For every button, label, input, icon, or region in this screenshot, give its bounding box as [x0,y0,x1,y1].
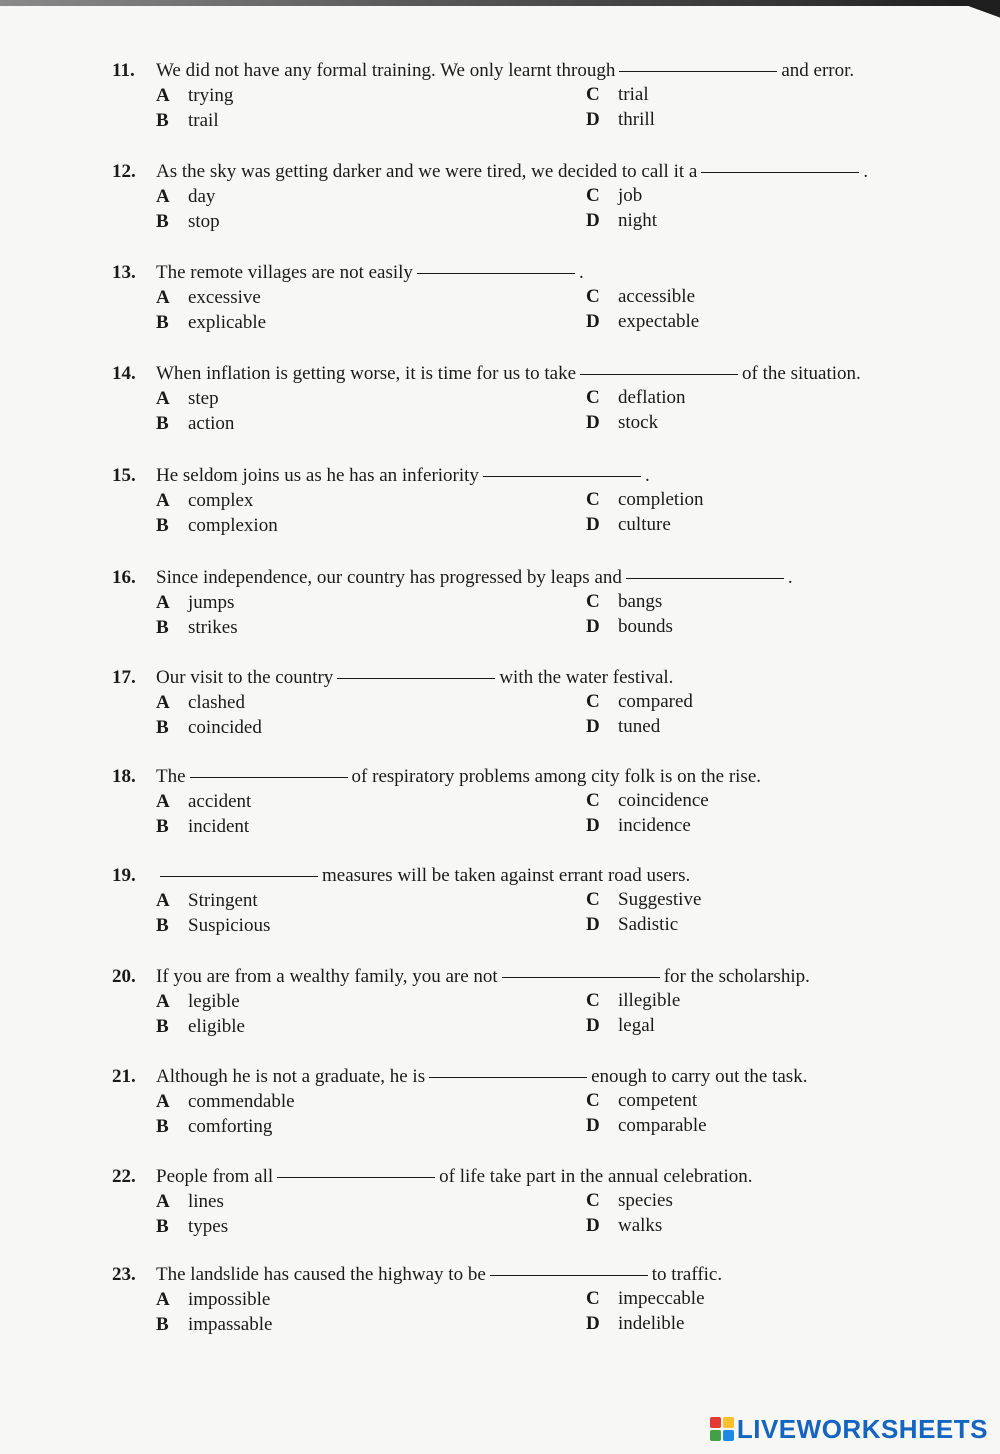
option-text: coincidence [618,790,709,811]
option-text: strikes [188,617,238,638]
option-c[interactable] [586,488,703,512]
option-text: compared [618,691,693,712]
answer-blank[interactable] [580,373,738,375]
option-letter: C [586,1288,600,1309]
question-stem [156,59,854,83]
stem-before: The [156,766,186,787]
option-d[interactable] [586,814,691,838]
option-letter: D [586,716,600,737]
option-text: tuned [618,716,661,737]
option-letter: A [156,287,170,308]
question-21 [112,1065,942,1155]
option-text: expectable [618,311,700,332]
option-letter: D [586,210,600,231]
option-a[interactable] [156,1190,224,1214]
stem-after: with the water festival. [499,667,674,688]
stem-after: . [863,161,869,182]
option-b[interactable] [156,815,249,839]
option-c[interactable] [586,888,701,912]
option-a[interactable] [156,286,261,310]
option-letter: D [586,311,600,332]
option-text: complex [188,490,254,511]
option-text: trail [188,110,219,131]
answer-blank[interactable] [277,1176,435,1178]
logo-square-red [710,1417,721,1428]
option-b[interactable] [156,210,220,234]
option-text: impeccable [618,1288,705,1309]
option-a[interactable] [156,185,215,209]
option-letter: D [586,412,600,433]
answer-blank[interactable] [619,70,777,72]
option-text: action [188,413,235,434]
stem-before: If you are from a wealthy family, you are not [156,966,498,987]
question-19 [112,864,942,954]
question-17 [112,666,942,756]
stem-after: . [787,567,793,588]
option-b[interactable] [156,311,266,335]
liveworksheets-logo-icon [710,1417,734,1441]
stem-after: . [644,465,650,486]
option-text: Suggestive [618,889,702,910]
logo-square-green [710,1430,721,1441]
option-d[interactable] [586,513,671,537]
option-text: day [188,186,216,207]
answer-blank[interactable] [701,171,859,173]
question-number: 14. [112,363,136,384]
answer-blank[interactable] [626,577,784,579]
question-13 [112,261,942,351]
question-number: 18. [112,766,136,787]
question-stem [156,666,673,690]
option-text: types [188,1216,229,1237]
option-text: indelible [618,1313,685,1334]
option-c[interactable] [586,1287,705,1311]
question-stem [156,362,861,386]
option-letter: C [586,84,600,105]
option-text: jumps [188,592,235,613]
option-b[interactable] [156,1313,272,1337]
option-letter: A [156,592,170,613]
option-letter: D [586,1115,600,1136]
option-letter: D [586,1313,600,1334]
question-23 [112,1263,942,1353]
stem-after: enough to carry out the task. [591,1066,808,1087]
stem-before: He seldom joins us as he has an inferiority [156,465,479,486]
question-11 [112,59,942,149]
option-text: trying [188,85,234,106]
answer-blank[interactable] [502,976,660,978]
option-letter: C [586,489,600,510]
option-text: explicable [188,312,267,333]
stem-after: and error. [781,60,855,81]
option-d[interactable] [586,209,657,233]
option-letter: B [156,1216,169,1237]
option-d[interactable] [586,1114,707,1138]
logo-square-blue [723,1430,734,1441]
option-d[interactable] [586,1014,655,1038]
option-c[interactable] [586,386,686,410]
option-letter: D [586,616,600,637]
option-letter: C [586,990,600,1011]
option-text: species [618,1190,673,1211]
option-text: excessive [188,287,261,308]
question-stem [156,864,690,888]
option-text: Suspicious [188,915,271,936]
stem-before: The remote villages are not easily [156,262,413,283]
option-c[interactable] [586,1089,697,1113]
stem-before: When inflation is getting worse, it is time for us to take [156,363,577,384]
question-number: 17. [112,667,136,688]
option-b[interactable] [156,514,278,538]
option-a[interactable] [156,591,234,615]
question-18 [112,765,942,855]
option-d[interactable] [586,1312,684,1336]
stem-before: We did not have any formal training. We only learnt through [156,60,616,81]
option-text: walks [618,1215,663,1236]
option-text: step [188,388,219,409]
question-stem [156,464,650,488]
question-stem [156,765,761,789]
stem-before: Since independence, our country has progressed by leaps and [156,567,622,588]
option-letter: B [156,1314,169,1335]
option-d[interactable] [586,108,655,132]
option-text: complexion [188,515,278,536]
stem-after: . [578,262,584,283]
option-letter: C [586,691,600,712]
option-text: job [618,185,643,206]
question-14 [112,362,942,452]
option-b[interactable] [156,109,219,133]
option-letter: B [156,211,169,232]
option-letter: A [156,490,170,511]
option-b[interactable] [156,914,270,938]
option-a[interactable] [156,84,233,108]
question-stem [156,1165,753,1189]
option-text: deflation [618,387,686,408]
option-text: incident [188,816,250,837]
option-text: comforting [188,1116,273,1137]
option-letter: C [586,1090,600,1111]
stem-before: Although he is not a graduate, he is [156,1066,426,1087]
option-text: impassable [188,1314,273,1335]
question-stem [156,566,793,590]
option-letter: A [156,991,170,1012]
option-letter: C [586,1190,600,1211]
option-text: legal [618,1015,655,1036]
option-c[interactable] [586,789,709,813]
option-text: commendable [188,1091,295,1112]
option-letter: B [156,717,169,738]
stem-after: to traffic. [651,1264,723,1285]
option-text: competent [618,1090,698,1111]
answer-blank[interactable] [490,1274,648,1276]
option-text: trial [618,84,649,105]
brand-wordmark: LIVEWORKSHEETS [736,1413,988,1444]
question-number: 13. [112,262,136,283]
option-text: stock [618,412,659,433]
option-text: bounds [618,616,673,637]
option-letter: A [156,1191,170,1212]
stem-after: of respiratory problems among city folk is on the rise. [351,766,762,787]
option-letter: D [586,815,600,836]
option-a[interactable] [156,790,251,814]
option-letter: B [156,515,169,536]
option-letter: A [156,791,170,812]
option-letter: B [156,816,169,837]
option-letter: A [156,85,170,106]
option-text: comparable [618,1115,707,1136]
question-22 [112,1165,942,1255]
question-number: 11. [112,60,135,81]
option-text: incidence [618,815,691,836]
option-c[interactable] [586,83,649,107]
option-letter: C [586,185,600,206]
option-a[interactable] [156,489,253,513]
option-c[interactable] [586,590,662,614]
option-c[interactable] [586,690,693,714]
question-stem [156,965,810,989]
answer-blank[interactable] [483,475,641,477]
question-20 [112,965,942,1055]
option-letter: A [156,1091,170,1112]
option-text: eligible [188,1016,245,1037]
option-a[interactable] [156,1288,270,1312]
question-number: 19. [112,865,136,886]
option-b[interactable] [156,616,238,640]
stem-before: Our visit to the country [156,667,334,688]
option-a[interactable] [156,1090,295,1114]
option-a[interactable] [156,691,245,715]
question-number: 15. [112,465,136,486]
option-text: Sadistic [618,914,679,935]
stem-before: The landslide has caused the highway to be [156,1264,486,1285]
option-letter: A [156,186,170,207]
option-letter: B [156,110,169,131]
stem-after: for the scholarship. [663,966,810,987]
option-letter: A [156,890,170,911]
option-text: night [618,210,658,231]
question-12 [112,160,942,250]
question-number: 21. [112,1066,136,1087]
option-letter: A [156,1289,170,1310]
question-number: 12. [112,161,136,182]
question-stem [156,1263,722,1287]
option-b[interactable] [156,1115,272,1139]
option-text: completion [618,489,704,510]
question-15 [112,464,942,554]
option-a[interactable] [156,990,240,1014]
option-b[interactable] [156,716,262,740]
option-letter: D [586,1015,600,1036]
option-letter: B [156,1116,169,1137]
option-letter: C [586,889,600,910]
option-letter: D [586,109,600,130]
option-letter: A [156,692,170,713]
question-number: 22. [112,1166,136,1187]
option-c[interactable] [586,1189,673,1213]
stem-after: measures will be taken against errant road users. [322,865,691,886]
option-text: illegible [618,990,681,1011]
option-b[interactable] [156,1015,245,1039]
option-text: thrill [618,109,655,130]
option-c[interactable] [586,184,642,208]
answer-blank[interactable] [190,776,348,778]
question-number: 23. [112,1264,136,1285]
option-text: accident [188,791,252,812]
option-text: bangs [618,591,663,612]
option-letter: D [586,1215,600,1236]
option-letter: C [586,286,600,307]
logo-square-yellow [723,1417,734,1428]
option-b[interactable] [156,412,234,436]
stem-after: of life take part in the annual celebration. [439,1166,753,1187]
option-text: culture [618,514,671,535]
question-16 [112,566,942,656]
stem-before: People from all [156,1166,274,1187]
option-letter: B [156,312,169,333]
option-letter: A [156,388,170,409]
option-text: stop [188,211,220,232]
liveworksheets-brand[interactable] [710,1414,988,1444]
option-text: Stringent [188,890,258,911]
question-number: 20. [112,966,136,987]
option-letter: B [156,617,169,638]
option-c[interactable] [586,989,680,1013]
option-text: impossible [188,1289,271,1310]
option-letter: D [586,914,600,935]
stem-after: of the situation. [742,363,861,384]
question-stem [156,160,868,184]
question-number: 16. [112,567,136,588]
option-text: accessible [618,286,696,307]
option-letter: C [586,387,600,408]
answer-blank[interactable] [417,272,575,274]
option-d[interactable] [586,615,673,639]
option-letter: B [156,1016,169,1037]
question-stem [156,1065,807,1089]
question-stem [156,261,584,285]
option-letter: B [156,915,169,936]
option-letter: D [586,514,600,535]
option-text: lines [188,1191,224,1212]
option-a[interactable] [156,387,219,411]
option-a[interactable] [156,889,258,913]
option-b[interactable] [156,1215,228,1239]
stem-before: As the sky was getting darker and we were tired, we decided to call it a [156,161,698,182]
option-d[interactable] [586,913,678,937]
option-letter: C [586,790,600,811]
option-d[interactable] [586,715,660,739]
answer-blank[interactable] [337,677,495,679]
option-letter: C [586,591,600,612]
option-d[interactable] [586,411,658,435]
option-d[interactable] [586,310,699,334]
option-text: legible [188,991,240,1012]
answer-blank[interactable] [429,1076,587,1078]
option-d[interactable] [586,1214,662,1238]
option-text: clashed [188,692,245,713]
answer-blank[interactable] [160,875,318,877]
option-text: coincided [188,717,262,738]
option-letter: B [156,413,169,434]
option-c[interactable] [586,285,695,309]
